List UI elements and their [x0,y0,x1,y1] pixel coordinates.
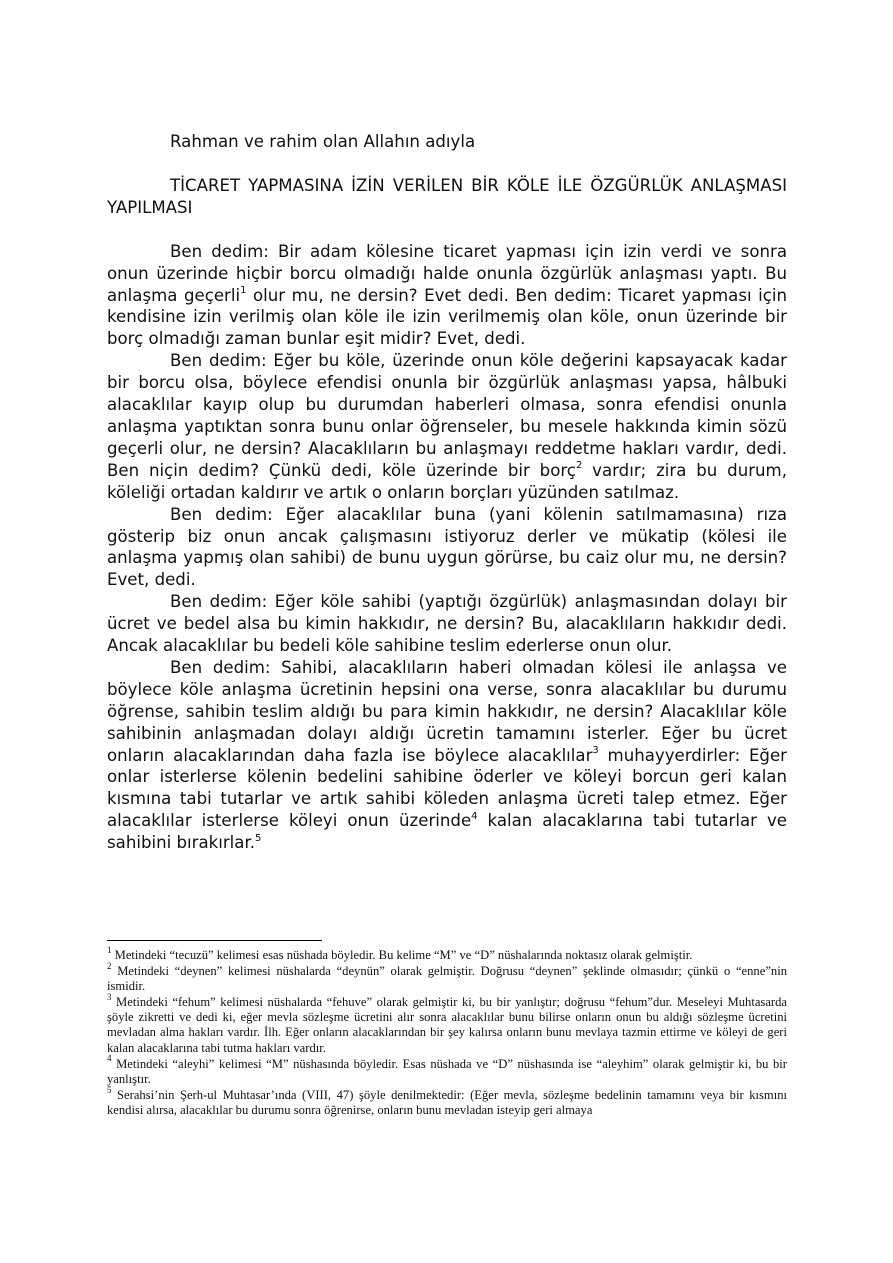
footnote-text: Metindeki “deynen” kelimesi nüshalarda “deynün” olarak gelmiştir. Doğrusu “deynen” şeklinde olmasıdır; çünkü o “enne”nin ismidir. [107,964,787,994]
footnote-4 [107,1053,787,1087]
footnote-3 [107,992,787,1055]
footnote-number: 4 [107,1053,112,1064]
paragraph-4 [107,591,787,657]
footnotes [107,944,787,1119]
paragraph-3 [107,504,787,592]
basmala: Rahman ve rahim olan Allahın adıyla [170,132,476,151]
footnote-number: 3 [107,992,112,1003]
paragraph-text: Ben dedim: Eğer alacaklılar buna (yani kölenin satılmamasına) rıza gösterip biz onun ancak çalışmasını istiyoruz derler ve mükatip (kölesi ile anlaşma yapmış olan sahibi) de bunu uygun görürse, bu caiz olur mu, ne dersin? Evet, dedi. [107,504,787,590]
footnote-number: 5 [107,1084,112,1095]
footnote-text: Metindeki “aleyhi” kelimesi “M” nüshasında böyledir. Esas nüshada ve “D” nüshasında ise “aleyhim” olarak gelmiştir ki, bu bir yanlıştır. [107,1056,787,1086]
footnote-ref-3[interactable]: 3 [592,745,599,757]
footnote-text: Serahsi’nin Şerh-ul Muhtasar’ında (VIII, 47) şöyle denilmektedir: (Eğer mevla, sözleşme bedelinin tamamını veya bir kısmını kendisi alırsa, alacaklılar bu durumu sonra öğrenirse, onların bunu mevladan isteyip geri almaya [107,1087,787,1117]
paragraph-text: kalan alacaklarına tabi tutarlar ve sahibini bırakırlar. [107,811,787,853]
paragraph-2 [107,350,787,503]
paragraph-1 [107,241,787,351]
footnote-ref-4[interactable]: 4 [471,810,478,822]
footnote-number: 2 [107,960,112,971]
paragraph-text: Ben dedim: Eğer bu köle, üzerinde onun köle değerini kapsayacak kadar bir borcu olsa, böylece efendisi onunla bir özgürlük anlaşması yapsa, hâlbuki alacaklılar kayıp olup bu durumdan haberleri olmasa, sonra efendisi onunla anlaşma yaptıktan sonra bunu onlar öğrenseler, bu mesele hakkında kimin sözü geçerli olur, ne dersin? Alacaklıların bu anlaşmayı reddetme hakları vardır, dedi. Ben niçin dedim? Çünkü dedi, köle üzerinde bir borç [107,351,787,480]
paragraph-text: Ben dedim: Bir adam kölesine ticaret yapması için izin verdi ve sonra onun üzerinde hiçbir borcu olmadığı halde onunla özgürlük anlaşması yaptı. Bu anlaşma geçerli [107,241,787,305]
footnote-5 [107,1084,787,1118]
paragraph-text: olur mu, ne dersin? Evet dedi. Ben dedim: Ticaret yapması için kendisine izin verilmiş olan köle ile izin verilmemiş olan köle, onun üzerinde bir borç olmadığı zaman bunlar eşit midir? Evet, dedi. [107,285,787,349]
main-text [107,131,787,854]
footnote-ref-5[interactable]: 5 [255,832,262,844]
footnote-text: Metindeki “fehum” kelimesi nüshalarda “fehuve” olarak gelmiştir ki, bu bir yanlıştır; doğrusu “fehum”dur. Meseleyi Muhtasarda şöyle zikretti ve dedi ki, eğer mevla sözleşme ücretini alır sonra alacaklılar bunu bilirse onların onun bu aldığı sözleşme ücretini mevladan alma hakları vardır. İlh. Eğer onların alacaklarından bir şey kalırsa onların bunu mevlaya tazmin ettirme ve köleyi de geri kalan alacaklarına tabi tutma hakları vardır. [107,995,787,1055]
paragraph-5 [107,657,787,854]
footnote-number: 1 [107,944,112,955]
footnote-2 [107,960,787,994]
footnote-text: Metindeki “tecuzü” kelimesi esas nüshada böyledir. Bu kelime “M” ve “D” nüshalarında noktasız olarak gelmiştir. [111,948,693,962]
footnote-separator [107,940,322,941]
footnote-ref-1[interactable]: 1 [240,285,247,296]
footnote-ref-2[interactable]: 2 [575,460,583,472]
paragraph-text: vardır; zira bu durum, köleliği ortadan kaldırır ve artık o onların borçları yüzünden satılmaz. [107,460,787,502]
footnote-1 [107,944,787,963]
section-title: TİCARET YAPMASINA İZİN VERİLEN BİR KÖLE İLE ÖZGÜRLÜK ANLAŞMASI YAPILMASI [107,175,787,217]
paragraph-text: muhayyerdirler: Eğer onlar isterlerse kölenin bedelini sahibine öderler ve köleyi borcun geri kalan kısmına tabi tutarlar ve artık sahibi köleden anlaşma ücreti talep etmez. Eğer alacaklılar isterlerse köleyi onun üzerinde [107,745,787,831]
paragraph-text: Ben dedim: Sahibi, alacaklıların haberi olmadan kölesi ile anlaşsa ve böylece köle anlaşma ücretinin hepsini ona verse, sonra alacaklılar bu durumu öğrense, sahibin teslim aldığı bu para kimin hakkıdır, ne dersin? Alacaklılar köle sahibinin anlaşmadan dolayı aldığı ücretin tamamını isterler. Eğer bu ücret onların alacaklarından daha fazla ise böylece alacaklılar [107,657,787,765]
paragraph-text: Ben dedim: Eğer köle sahibi (yaptığı özgürlük) anlaşmasından dolayı bir ücret ve bedel alsa bu kimin hakkıdır, ne dersin? Bu, alacaklıların hakkıdır dedi. Ancak alacaklılar bu bedeli köle sahibine teslim ederlerse onun olur. [107,592,787,656]
